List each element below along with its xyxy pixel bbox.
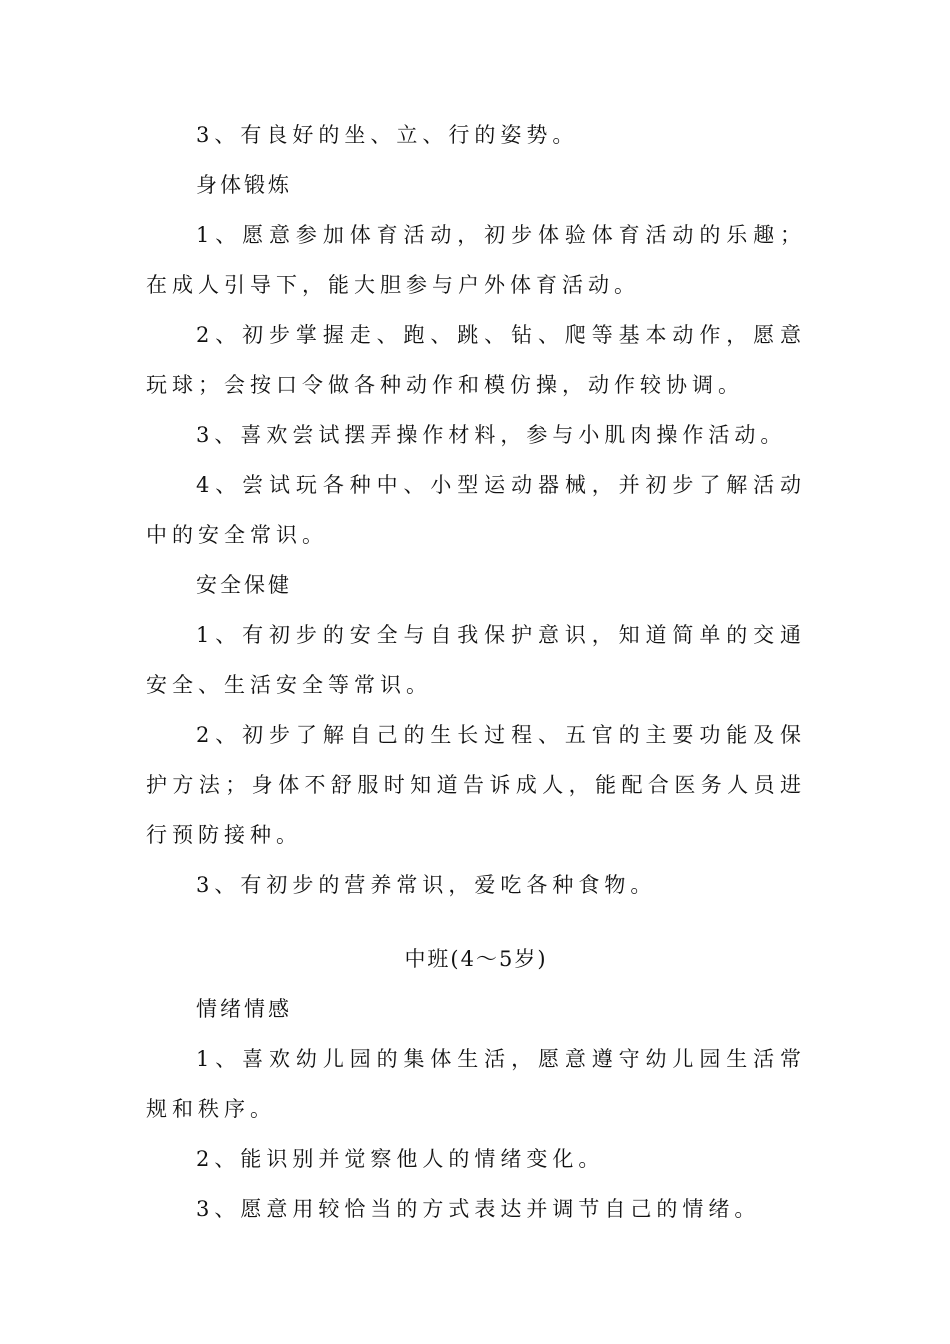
safety-item-3: 3、有初步的营养常识，爱吃各种食物。 [196,873,657,897]
safety-item-1: 1、有初步的安全与自我保护意识，知道简单的交通安全、生活安全等常识。 [146,623,806,697]
safety-item-2: 2、初步了解自己的生长过程、五官的主要功能及保护方法；身体不舒服时知道告诉成人，能配合医务人员进行预防接种。 [146,723,806,847]
posture-item: 3、有良好的坐、立、行的姿势。 [196,123,579,147]
body-exercise-item-4: 4、尝试玩各种中、小型运动器械，并初步了解活动中的安全常识。 [146,473,806,547]
emotion-item-1: 1、喜欢幼儿园的集体生活，愿意遵守幼儿园生活常规和秩序。 [146,1047,806,1121]
section-heading-safety: 安全保健 [196,573,292,597]
body-exercise-item-3: 3、喜欢尝试摆弄操作材料，参与小肌肉操作活动。 [196,423,787,447]
section-heading-emotion: 情绪情感 [196,997,292,1021]
emotion-item-3: 3、愿意用较恰当的方式表达并调节自己的情绪。 [196,1197,761,1221]
body-exercise-item-2: 2、初步掌握走、跑、跳、钻、爬等基本动作，愿意玩球；会按口令做各种动作和模仿操，动作较协调。 [146,323,806,397]
body-exercise-item-1: 1、愿意参加体育活动，初步体验体育活动的乐趣；在成人引导下，能大胆参与户外体育活动。 [146,223,806,297]
middle-class-title: 中班(4～5岁) [404,947,548,971]
section-heading-body-exercise: 身体锻炼 [196,173,292,197]
emotion-item-2: 2、能识别并觉察他人的情绪变化。 [196,1147,605,1171]
